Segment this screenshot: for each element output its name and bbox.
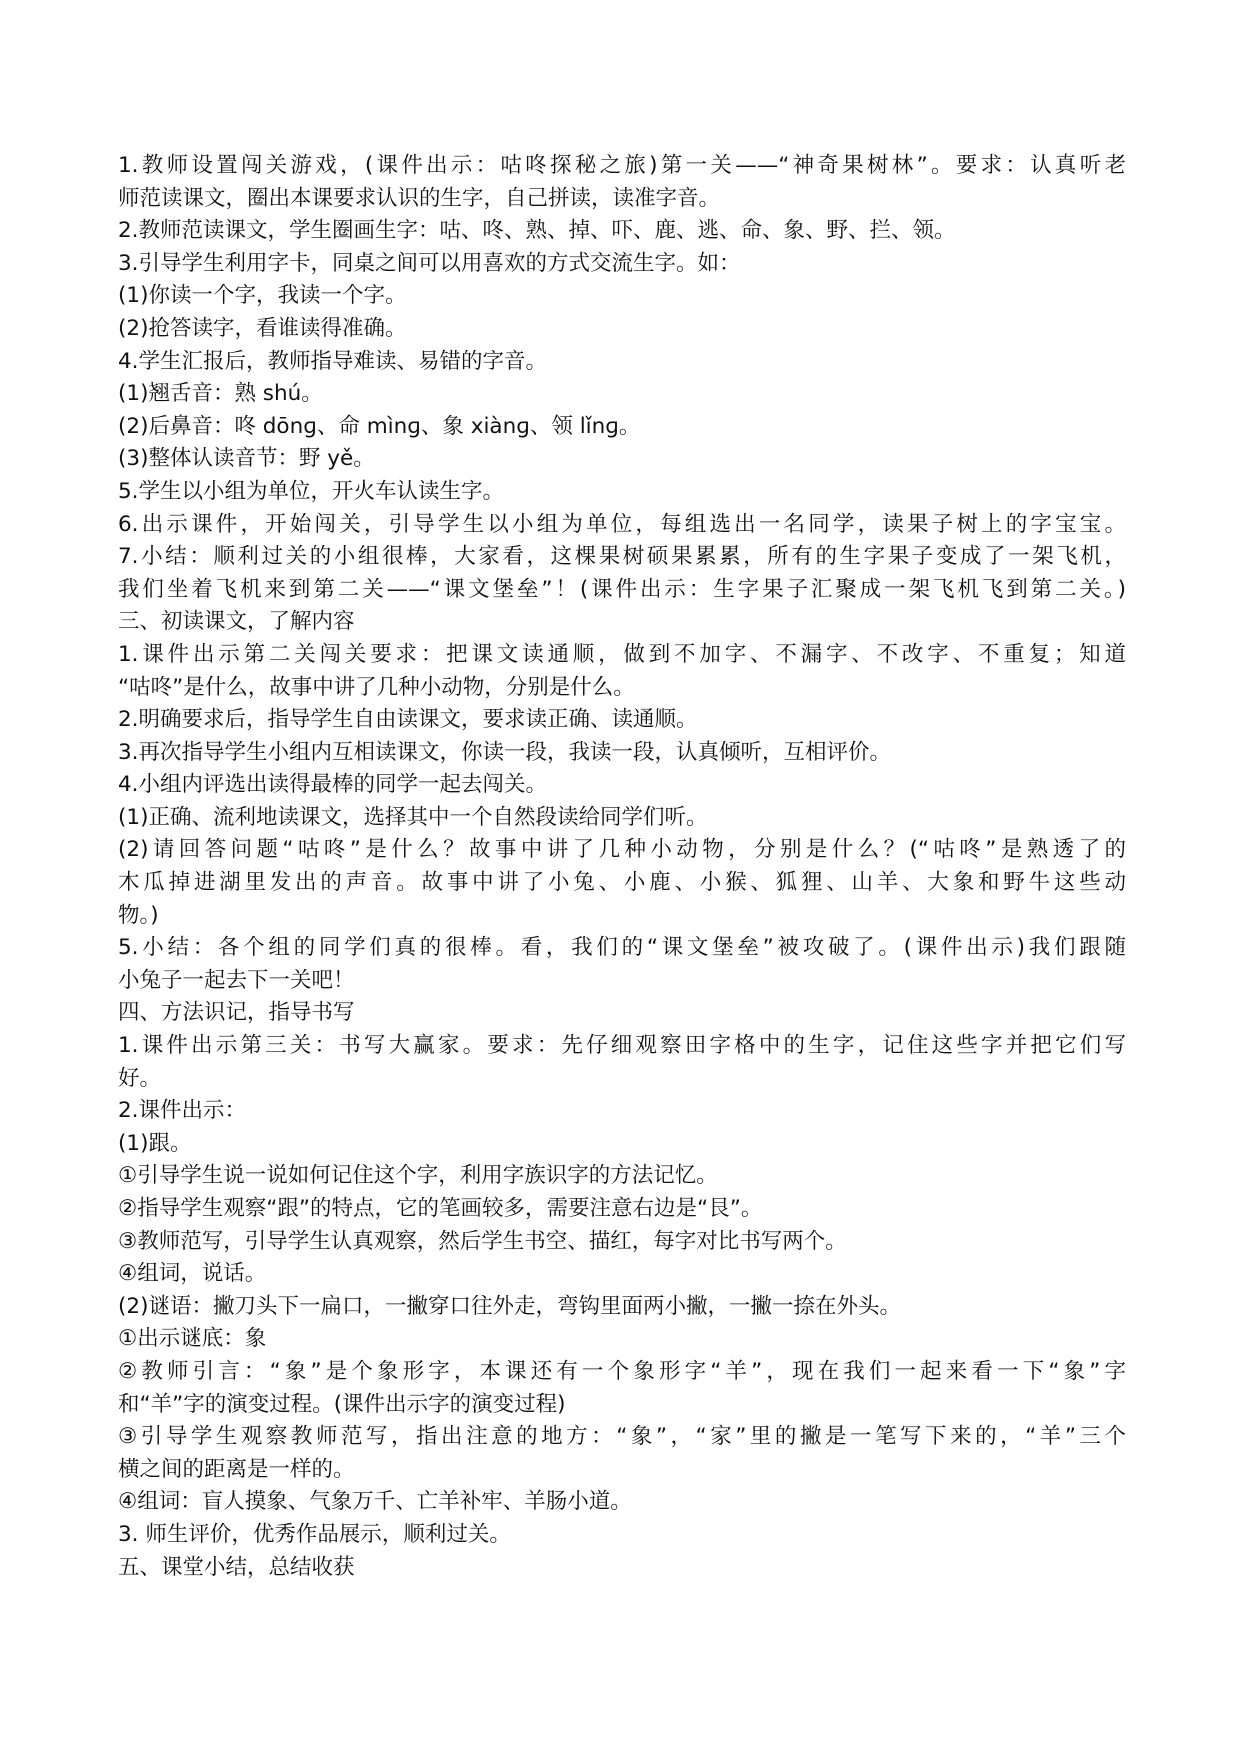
text-line: (1)正确、流利地读课文，选择其中一个自然段读给同学们听。 (118, 804, 708, 830)
text-line: 师范读课文，圈出本课要求认识的生字，自己拼读，读准字音。 (118, 185, 721, 211)
text-line: 3.引导学生利用字卡，同桌之间可以用喜欢的方式交流生字。如： (118, 250, 741, 276)
text-line: 四、方法识记，指导书写 (118, 1000, 355, 1026)
text-line: 1.教师设置闯关游戏，(课件出示：咕咚探秘之旅)第一关——“神奇果树林”。要求：认真听老 (118, 153, 1126, 178)
text-line: ④组词，说话。 (118, 1261, 267, 1287)
text-line: 2.课件出示： (118, 1098, 247, 1124)
text-line: 5.小结：各个组的同学们真的很棒。看，我们的“课文堡垒”被攻破了。(课件出示)我们跟随 (118, 935, 1126, 961)
text-line: ①引导学生说一说如何记住这个字，利用字族识字的方法记忆。 (118, 1163, 718, 1189)
text-line: 7.小结：顺利过关的小组很棒，大家看，这棵果树硕果累累，所有的生字果子变成了一架飞机， (118, 544, 1126, 570)
text-line: 4.学生汇报后，教师指导难读、易错的字音。 (118, 348, 548, 374)
text-line: 物。) (118, 902, 159, 928)
text-line: 3. 师生评价，优秀作品展示，顺利过关。 (118, 1521, 511, 1547)
text-line: ③教师范写，引导学生认真观察，然后学生书空、描红，每字对比书写两个。 (118, 1228, 847, 1254)
text-line: “咕咚”是什么，故事中讲了几种小动物，分别是什么。 (118, 674, 635, 700)
text-line: (2)抢答读字，看谁读得准确。 (118, 315, 407, 341)
text-line: 4.小组内评选出读得最棒的同学一起去闯关。 (118, 772, 548, 798)
text-line: 小兔子一起去下一关吧！ (118, 967, 355, 993)
text-line: 和“羊”字的演变过程。(课件出示字的演变过程) (118, 1391, 566, 1417)
text-line: 木瓜掉进湖里发出的声音。故事中讲了小兔、小鹿、小猴、狐狸、山羊、大象和野牛这些动 (118, 870, 1126, 896)
text-line: 3.再次指导学生小组内互相读课文，你读一段，我读一段，认真倾听，互相评价。 (118, 739, 892, 765)
text-line: 2.明确要求后，指导学生自由读课文，要求读正确、读通顺。 (118, 707, 698, 733)
text-line: ②教师引言：“象”是个象形字，本课还有一个象形字“羊”，现在我们一起来看一下“象”字 (118, 1358, 1126, 1384)
text-line: (2)请回答问题“咕咚”是什么？故事中讲了几种小动物，分别是什么？(“咕咚”是熟透了的 (118, 837, 1126, 863)
text-line: (1)你读一个字，我读一个字。 (118, 283, 407, 309)
text-line: ①出示谜底：象 (118, 1326, 267, 1352)
text-line: (2)后鼻音：咚 dōnɡ、命 mìnɡ、象 xiànɡ、领 lǐnɡ。 (118, 413, 641, 439)
text-line: ③引导学生观察教师范写，指出注意的地方：“象”，“家”里的撇是一笔写下来的，“羊”三个 (118, 1424, 1126, 1450)
text-line: (3)整体认读音节：野 yě。 (118, 446, 375, 472)
text-line: (2)谜语：撇刀头下一扁口，一撇穿口往外走，弯钩里面两小撇，一撇一捺在外头。 (118, 1293, 901, 1319)
text-line: 好。 (118, 1065, 162, 1091)
text-line: 横之间的距离是一样的。 (118, 1456, 355, 1482)
text-line: (1)翘舌音：熟 shú。 (118, 381, 323, 407)
text-line: 1.课件出示第三关：书写大赢家。要求：先仔细观察田字格中的生字，记住这些字并把它们写 (118, 1033, 1126, 1059)
text-line: 三、初读课文，了解内容 (118, 609, 355, 635)
text-line: 五、课堂小结，总结收获 (118, 1554, 355, 1580)
text-line: ②指导学生观察“跟”的特点，它的笔画较多，需要注意右边是“艮”。 (118, 1196, 763, 1221)
text-line: 1.课件出示第二关闯关要求：把课文读通顺，做到不加字、不漏字、不改字、不重复；知道 (118, 641, 1126, 667)
text-line: 6.出示课件，开始闯关，引导学生以小组为单位，每组选出一名同学，读果子树上的字宝宝。 (118, 511, 1126, 537)
text-line: (1)跟。 (118, 1130, 192, 1156)
text-line: 2.教师范读课文，学生圈画生字：咕、咚、熟、掉、吓、鹿、逃、命、象、野、拦、领。 (118, 218, 956, 244)
text-line: ④组词：盲人摸象、气象万千、亡羊补牢、羊肠小道。 (118, 1489, 632, 1515)
text-line: 5.学生以小组为单位，开火车认读生字。 (118, 478, 505, 504)
text-line: 我们坐着飞机来到第二关——“课文堡垒”！(课件出示：生字果子汇聚成一架飞机飞到第二关。) (118, 576, 1126, 602)
document-body (118, 150, 1126, 1584)
